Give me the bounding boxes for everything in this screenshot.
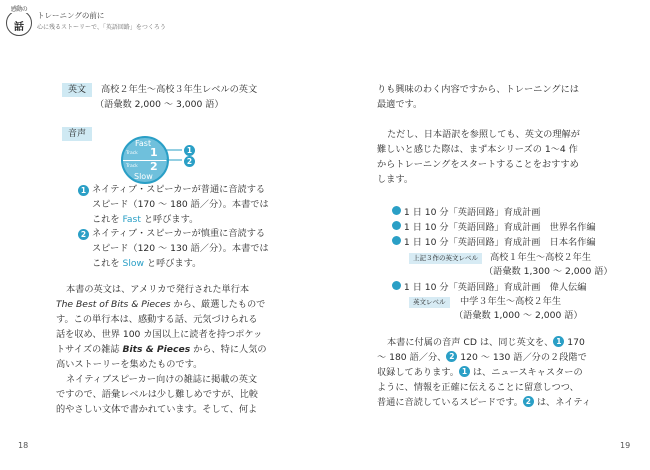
series-item-1-text: 1 日 10 分「英語回路」育成計画 (403, 207, 541, 218)
level-tag-2: 英文レベル (409, 297, 450, 308)
left-p1-line6: 高いストーリーを集めたものです。 (56, 359, 203, 370)
item1-line1: ネイティブ・スピーカーが普通に音読する (92, 184, 266, 195)
right-p3-line2-b: 120 〜 130 語／分の２段階で (457, 352, 587, 363)
series-item-3-text: 1 日 10 分「英語回路」育成計画 日本名作編 (403, 237, 596, 248)
series-item-3 (392, 235, 596, 250)
cd-fast-label: Fast (135, 139, 152, 148)
bullet-dot (392, 281, 401, 290)
badge-top-text: 感動の (10, 6, 28, 13)
series-item-4 (392, 280, 586, 295)
left-p1-line2-b: から、厳選したもので (170, 299, 266, 310)
item2-line3 (92, 256, 201, 271)
speed-marker-4: 2 (523, 396, 534, 407)
bullet-dot (392, 236, 401, 245)
cd-graphic (121, 136, 169, 184)
cd-track-label-2: Track (126, 164, 138, 169)
right-p3-line1-b: 170 (564, 337, 585, 348)
item2-line3-a: これを (92, 258, 123, 269)
left-page-number: 18 (18, 441, 29, 450)
bullet-dot (392, 221, 401, 230)
item2-line2: スピード（120 〜 130 語／分）。本書では (92, 243, 269, 254)
level-2-grade: 中学３年生〜高校２年生 (460, 296, 562, 307)
item1-line3-a: これを (92, 214, 123, 225)
header-subtitle: 心に残るストーリーで、「英語回路」をつくろう (37, 24, 166, 31)
series-item-2 (392, 220, 596, 235)
left-p1-line5-c: から、特に人気の (190, 344, 267, 355)
left-p1-line2 (56, 297, 265, 312)
badge-bottom-text: 話 (14, 22, 24, 33)
right-p3-line5-a: 普通に音読しているスピードです。 (377, 397, 523, 408)
level-1-vocab: （語彙数 1,300 〜 2,000 語） (484, 266, 613, 277)
item1-line3 (92, 212, 198, 227)
right-p2-line3: からトレーニングをスタートすることをおすすめ (377, 159, 579, 170)
left-p2-line3: 的やさしい文体で書かれています。そして、何よ (56, 404, 258, 415)
left-p1-line1: 本書の英文は、アメリカで発行された単行本 (66, 284, 250, 295)
item1-line2: スピード（170 〜 180 語／分）。本書では (92, 199, 269, 210)
speed-marker-1: 1 (553, 336, 564, 347)
series-item-2-text: 1 日 10 分「英語回路」育成計画 世界名作編 (403, 222, 596, 233)
right-p3-line5-b: は、ネイティ (533, 397, 592, 408)
chapter-badge (6, 4, 32, 42)
left-p1-line5-a: トサイズの雑誌 (56, 344, 123, 355)
level-tag-1: 上記３作の英文レベル (409, 253, 482, 264)
item1-number: 1 (78, 185, 89, 196)
right-p3-line3 (377, 365, 583, 380)
right-p3-line1-a: 本書に付属の音声 CD は、同じ英文を、 (387, 337, 554, 348)
bullet-dot (392, 206, 401, 215)
left-p1-line5 (56, 342, 267, 357)
level-2-vocab: （語彙数 1,000 〜 2,000 語） (454, 310, 583, 321)
left-p2-line2: ですので、語彙レベルは少し難しめですが、比較 (56, 389, 258, 400)
right-p3-line3-b: は、ニュースキャスターの (469, 367, 583, 378)
right-p2-line2: 難しいと感じた際は、まず本シリーズの 1〜4 作 (377, 144, 578, 155)
magazine-title: Bits & Pieces (122, 344, 191, 355)
right-p3-line5 (377, 395, 591, 410)
header-title: トレーニングの前に (37, 11, 105, 20)
item1-fast-word: Fast (122, 214, 141, 225)
level-1-grade: 高校１年生〜高校２年生 (490, 252, 592, 263)
onsei-tag: 音声 (62, 127, 92, 141)
right-page-number: 19 (620, 441, 631, 450)
speed-marker-2: 2 (446, 351, 457, 362)
running-header (6, 4, 226, 44)
eibun-level: 高校２年生〜高校３年生レベルの英文 (101, 84, 258, 95)
cd-marker-2: 2 (184, 156, 195, 167)
series-item-4-text: 1 日 10 分「英語回路」育成計画 偉人伝編 (403, 282, 587, 293)
eibun-tag: 英文 (62, 83, 92, 97)
item2-number: 2 (78, 229, 89, 240)
right-p2-line1: ただし、日本語訳を参照しても、英文の理解が (387, 129, 580, 140)
cd-track-2: 2 (150, 160, 158, 173)
right-p3-line1 (387, 335, 585, 350)
book-title: The Best of Bits & Pieces (56, 299, 171, 310)
cd-marker-1: 1 (184, 145, 195, 156)
right-p3-line2-a: 〜 180 語／分、 (377, 352, 447, 363)
series-item-1 (392, 205, 540, 220)
right-p3-line2 (377, 350, 587, 365)
right-p1-line2: 最適です。 (377, 99, 423, 110)
right-p2-line4: します。 (377, 174, 414, 185)
right-p3-line4: ように、情報を正確に伝えることに留意しつつ、 (377, 382, 579, 393)
left-p2-line1: ネイティブスピーカー向けの雑誌に掲載の英文 (66, 374, 258, 385)
left-p1-line3: す。この単行本は、感動する話、元気づけられる (56, 314, 258, 325)
right-p3-line3-a: 収録してあります。 (377, 367, 459, 378)
item2-line1: ネイティブ・スピーカーが慎重に音読する (92, 228, 266, 239)
cd-track-label-1: Track (126, 151, 138, 156)
item2-slow-word: Slow (122, 258, 145, 269)
item1-line3-c: と呼びます。 (140, 214, 199, 225)
item2-line3-c: と呼びます。 (144, 258, 202, 269)
cd-slow-label: Slow (134, 172, 153, 181)
eibun-vocab: （語彙数 2,000 〜 3,000 語） (95, 99, 224, 110)
cd-divider (123, 160, 167, 161)
speed-marker-3: 1 (459, 366, 470, 377)
left-p1-line4: 話を収め、世界 100 カ国以上に読者を持つポケッ (56, 329, 263, 340)
cd-track-1: 1 (150, 146, 158, 159)
cd-leader-lines (166, 140, 188, 170)
right-p1-line1: りも興味のわく内容ですから、トレーニングには (377, 84, 579, 95)
